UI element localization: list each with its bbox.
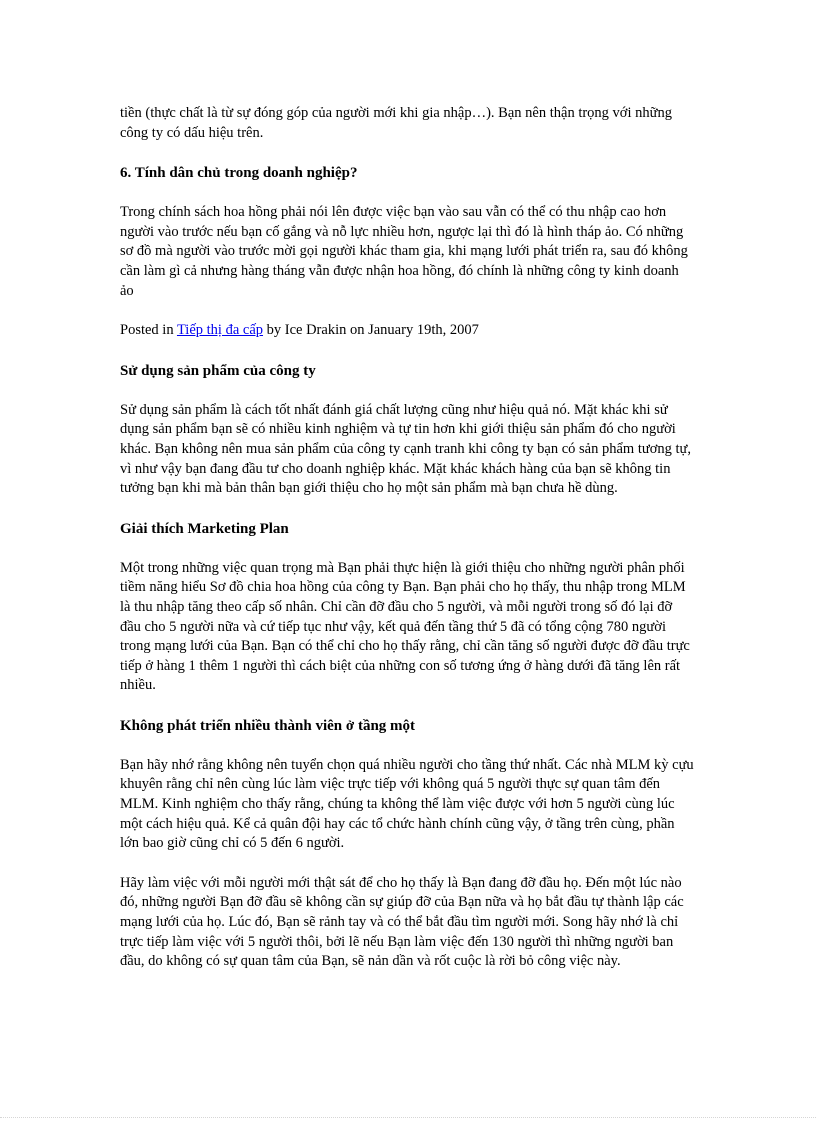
section-members-paragraph-1: Bạn hãy nhớ rằng không nên tuyển chọn quá nhiều người cho tầng thứ nhất. Các nhà MLM kỳ cựu khuyên rằng chỉ nên cùng lúc làm việc trực tiếp với không quá 5 người thực sự quan tâm đến MLM. Kinh nghiệm cho thấy rằng, chúng ta không thể làm việc được với hơn 5 người cùng lúc một cách hiệu quả. Kể cả quân đội hay các tổ chức hành chính cũng vậy, ở tầng trên cùng, phần lớn bao giờ cũng chỉ có 5 đến 6 người. — [120, 756, 694, 852]
posted-line — [120, 321, 696, 341]
posted-prefix: Posted in — [120, 322, 177, 339]
section-members-heading: Không phát triển nhiều thành viên ở tầng một — [120, 717, 416, 734]
page-bottom-divider — [0, 1117, 816, 1118]
section-marketing-paragraph: Một trong những việc quan trọng mà Bạn phải thực hiện là giới thiệu cho những người phân phối tiềm năng hiểu Sơ đồ chia hoa hồng của công ty Bạn. Bạn phải cho họ thấy, thu nhập trong MLM là thu nhập tăng theo cấp số nhân. Chỉ cần đỡ đầu cho 5 người, và mỗi người trong số đó lại đỡ đầu cho 5 người nữa và cứ tiếp tục như vậy, kết quả đến tầng thứ 5 đã có tổng cộng 780 người trong mạng lưới của Bạn. Bạn có thể chỉ cho họ thấy rằng, chỉ cần tăng số người được đỡ đầu trực tiếp ở hàng 1 thêm 1 người thì cách biệt của những con số tương ứng ở hàng dưới đã tăng lên rất nhiều. — [120, 559, 690, 694]
section-members-paragraph-2: Hãy làm việc với mỗi người mới thật sát để cho họ thấy là Bạn đang đỡ đầu họ. Đến một lúc nào đó, những người Bạn đỡ đầu sẽ không cần sự giúp đỡ của Bạn nữa và họ bắt đầu tự thành lập các mạng lưới của họ. Lúc đó, Bạn sẽ rảnh tay và có thể bắt đầu tìm người mới. Song hãy nhớ là chỉ trực tiếp làm việc với 5 người thôi, bởi lẽ nếu Bạn làm việc đến 130 người thì những người ban đầu, do không có sự quan tâm của Bạn, sẽ nản dần và rốt cuộc là rời bỏ công việc này. — [120, 874, 684, 970]
document-page — [120, 104, 696, 992]
posted-suffix: by Ice Drakin on January 19th, 2007 — [263, 322, 479, 339]
category-link[interactable]: Tiếp thị đa cấp — [176, 322, 264, 339]
section-6-heading: 6. Tính dân chủ trong doanh nghiệp? — [120, 165, 358, 182]
section-product-heading: Sử dụng sản phẩm của công ty — [120, 362, 316, 379]
section-6-paragraph: Trong chính sách hoa hồng phải nói lên được việc bạn vào sau vẫn có thể có thu nhập cao hơn người vào trước nếu bạn cố gắng và nỗ lực nhiều hơn, ngược lại thì đó là hình tháp ảo. Có những sơ đồ mà người vào trước mời gọi người khác tham gia, khi mạng lưới phát triển ra, sau đó không cần làm gì cả nhưng hàng tháng vẫn được nhận hoa hồng, đó chính là những công ty kinh doanh ảo — [120, 204, 688, 299]
section-product-paragraph: Sử dụng sản phẩm là cách tốt nhất đánh giá chất lượng cũng như hiệu quả nó. Mặt khác khi sử dụng sản phẩm bạn sẽ có nhiều kinh nghiệm và tự tin hơn khi giới thiệu sản phẩm đó cho người khác. Bạn không nên mua sản phẩm của công ty cạnh tranh khi công ty bạn có sản phẩm tương tự, vì như vậy bạn đang đầu tư cho doanh nghiệp khác. Mặt khác khách hàng của bạn sẽ không tin tưởng bạn khi mà bản thân bạn giới thiệu cho họ một sản phẩm mà bạn chưa hề dùng. — [120, 401, 692, 497]
section-marketing-heading: Giải thích Marketing Plan — [120, 520, 289, 537]
intro-paragraph: tiền (thực chất là từ sự đóng góp của người mới khi gia nhập…). Bạn nên thận trọng với những công ty có dấu hiệu trên. — [120, 105, 672, 141]
